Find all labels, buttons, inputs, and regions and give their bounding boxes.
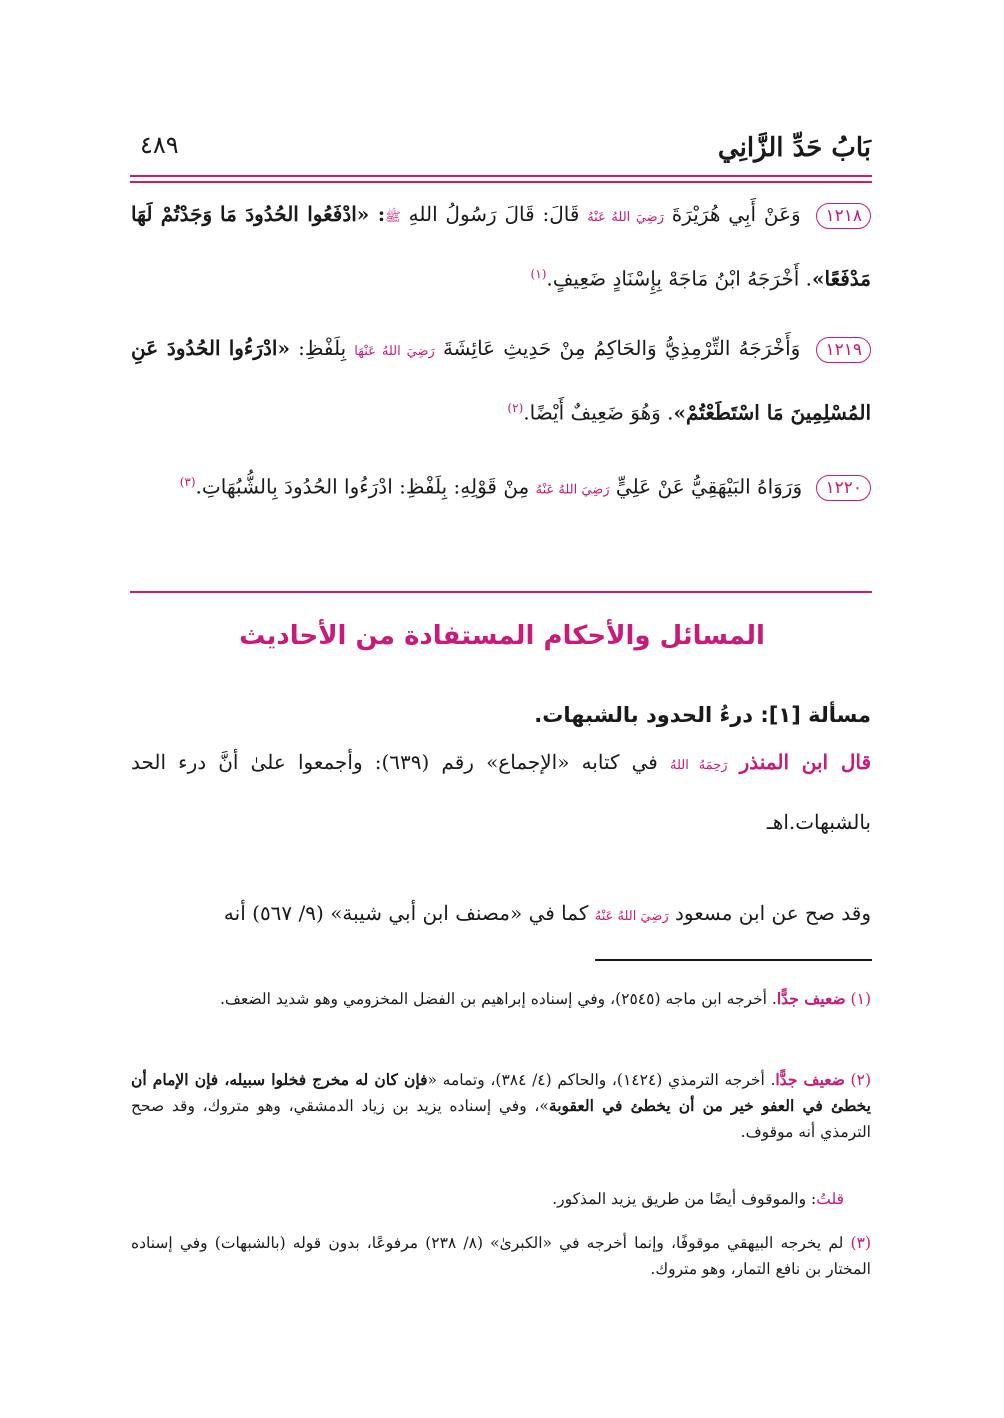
footnote-number: (٢) <box>850 1071 871 1089</box>
hadith-1219 <box>131 320 871 441</box>
hadith-text: وَأَخْرَجَهُ التِّرْمِذِيُّ وَالحَاكِمُ مِنْ حَدِيثِ عَائِشَةَ <box>442 336 801 360</box>
hadith-number-badge: ١٢١٩ <box>816 337 871 363</box>
hadith-quote: الحُدُودَ عَنِ المُسْلِمِينَ مَا اسْتَطَعْتُمْ» <box>131 336 871 425</box>
footnote-1 <box>131 986 871 1012</box>
author-name: قال ابن المنذر <box>739 750 872 774</box>
honorific: رَضِيَ اللهُ عَنْهُ <box>594 909 669 924</box>
masala-text: وقد صح عن ابن مسعود <box>675 901 871 925</box>
footnote-number: (٣) <box>850 1234 871 1252</box>
hadith-text: وَرَوَاهُ البَيْهَقِيُّ عَنْ عَلِيٍّ <box>615 474 803 499</box>
note-text: : والموقوف أيضًا من طريق يزيد المذكور. <box>552 1190 817 1208</box>
footnote-number: (١) <box>850 990 871 1008</box>
hadith-text: وَعَنْ أَبِي هُرَيْرَةَ <box>671 202 801 226</box>
honorific: رَحِمَهُ اللهُ <box>669 758 728 773</box>
hadith-text: . وَهُوَ ضَعِيفٌ أَيْضًا. <box>523 400 674 425</box>
footnote-ref: (٣) <box>179 475 196 489</box>
footnote-separator <box>595 959 872 961</box>
hadith-text: بِلَفْظِ: <box>298 336 347 360</box>
footnote-text: لم يخرجه البيهقي موقوفًا، وإنما أخرجه في «الكبرىٰ» (٨/ ٢٣٨) مرفوعًا، بدون قوله (بالشبهات) وفي إسناده المختار بن نافع التمار، وهو متروك. <box>131 1234 871 1278</box>
hadith-text: قَالَ: قَالَ رَسُولُ اللهِ <box>408 202 580 226</box>
header-rule-1 <box>130 175 872 177</box>
chapter-title: بَابُ حَدِّ الزَّانِي <box>717 133 871 163</box>
footnote-text: . أخرجه الترمذي (١٤٢٤)، والحاكم (٤/ ٣٨٤)، وتمامه « <box>427 1071 776 1089</box>
hadith-number-badge: ١٢٢٠ <box>816 475 871 501</box>
footnote-3 <box>131 1230 871 1282</box>
honorific: رَضِيَ اللهُ عَنْهُ <box>535 482 610 498</box>
footnote-2 <box>131 1067 871 1145</box>
footnote-grade: ضعيف جدًّا <box>776 989 846 1008</box>
footnote-ref: (١) <box>530 267 547 281</box>
footnote-text: »، وفي إسناده يزيد بن زياد الدمشقي، وهو متروك، وقد صحح الترمذي أنه موقوف. <box>131 1097 871 1141</box>
footnote-ref: (٢) <box>507 401 524 415</box>
page-number: ٤٨٩ <box>140 131 179 159</box>
hadith-1220 <box>131 454 871 519</box>
section-divider <box>130 591 872 593</box>
hadith-quote: وَجَدْتُمْ لَهَا مَدْفَعًا» <box>131 202 871 291</box>
hadith-text: مِنْ قَوْلِهِ: بِلَفْظِ: ادْرَءُوا الحُدُودَ <box>284 474 530 499</box>
footnote-grade: ضعيف جدًّا <box>775 1070 845 1089</box>
section-title: المسائل والأحكام المستفادة من الأحاديث <box>239 621 765 651</box>
honorific: ﷺ <box>385 210 401 225</box>
hadith-quote: «ادْرَءُوا <box>228 336 290 360</box>
masala-text: كما في «مصنف ابن أبي شيبة» (٩/ ٥٦٧) أنه <box>223 901 589 925</box>
honorific: رَضِيَ اللهُ عَنْهُ <box>587 210 664 225</box>
header-rule-2 <box>130 181 872 183</box>
masala-title: مسألة [١]: درءُ الحدود بالشبهات. <box>534 703 871 727</box>
hadith-quote: : «ادْفَعُوا الحُدُودَ مَا <box>220 202 386 226</box>
honorific: رَضِيَ اللهُ عَنْهَا <box>354 344 435 359</box>
hadith-1218 <box>131 186 871 307</box>
hadith-text: . أَخْرَجَهُ ابْنُ مَاجَهْ بِإِسْنَادٍ ضَعِيفٍ. <box>546 266 812 291</box>
hadith-number-badge: ١٢١٨ <box>816 203 871 229</box>
footnote-text: . أخرجه ابن ماجه (٢٥٤٥)، وفي إسناده إبراهيم بن الفضل المخزومي وهو شديد الضعف. <box>220 990 777 1008</box>
masala-paragraph-1 <box>131 734 871 850</box>
masala-text: في كتابه «الإجماع» رقم (٦٣٩): وأجمعوا علىٰ أنَّ درء الحد <box>131 750 658 774</box>
footnote-quote: فإن كان له مخرج فخلوا سبيله، فإن الإمام أن يخطئ في العفو خير من أن يخطئ في العقوبة <box>131 1070 871 1115</box>
hadith-text: بِالشُّبُهَاتِ. <box>195 474 278 499</box>
masala-text: بالشبهات.اهـ <box>766 810 871 834</box>
footnote-2-note <box>131 1186 844 1212</box>
masala-paragraph-2 <box>131 885 871 945</box>
note-label: قلتُ <box>816 1190 844 1208</box>
